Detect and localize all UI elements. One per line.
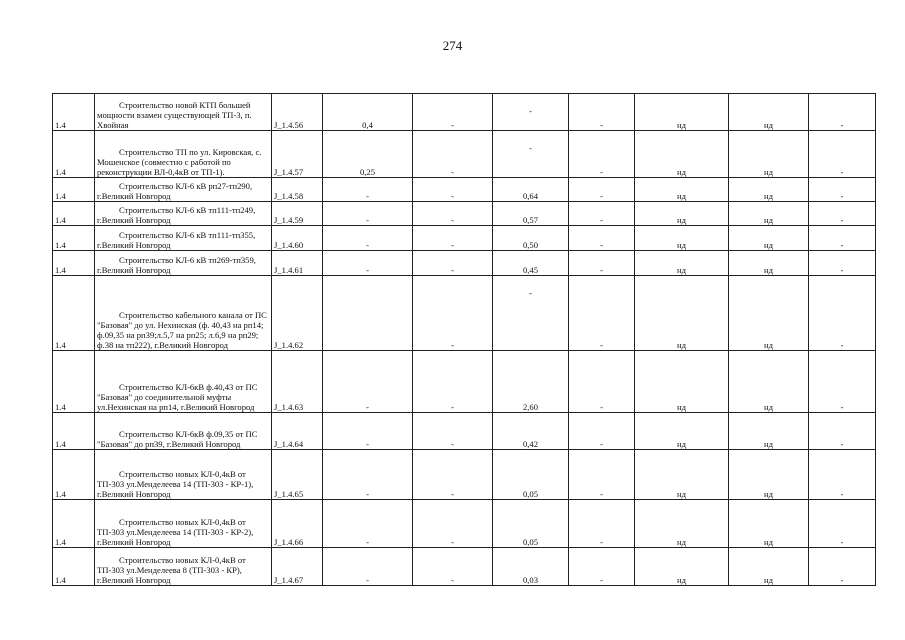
value-col-7: - bbox=[809, 500, 876, 548]
row-index: 1.4 bbox=[53, 351, 95, 413]
value-col-6: нд bbox=[729, 226, 809, 251]
table-body bbox=[53, 94, 876, 586]
value-col-7: - bbox=[809, 276, 876, 351]
value-col-2: - bbox=[413, 450, 493, 500]
row-name-text: Строительство новых КЛ-0,4кВ от ТП-303 ул.Менделеева 8 (ТП-303 - КР), г.Великий Новгород bbox=[97, 555, 246, 585]
value-col-7: - bbox=[809, 450, 876, 500]
value-col-2: - bbox=[413, 226, 493, 251]
value-col-4: - bbox=[569, 548, 635, 586]
row-index: 1.4 bbox=[53, 548, 95, 586]
value-col-4: - bbox=[569, 450, 635, 500]
value-col-3 bbox=[493, 94, 569, 131]
row-name-text: Строительство КЛ-6кВ ф.09,35 от ПС "Базовая" до рп39, г.Великий Новгород bbox=[97, 429, 258, 449]
value-col-3 bbox=[493, 226, 569, 251]
row-code: J_1.4.61 bbox=[272, 251, 323, 276]
value-col-5: нд bbox=[635, 450, 729, 500]
value-col-1: - bbox=[323, 500, 413, 548]
value-col-4: - bbox=[569, 500, 635, 548]
value-col-7: - bbox=[809, 226, 876, 251]
row-name bbox=[95, 131, 272, 178]
row-name bbox=[95, 226, 272, 251]
value-col-1: - bbox=[323, 202, 413, 226]
value-col-2: - bbox=[413, 500, 493, 548]
value-col-3-mid: - bbox=[529, 288, 532, 298]
value-col-3-text: 2,60 bbox=[522, 402, 539, 412]
row-name-text: Строительство КЛ-6 кВ тп111-тп355, г.Великий Новгород bbox=[97, 230, 256, 250]
value-col-1: - bbox=[323, 226, 413, 251]
value-col-6: нд bbox=[729, 131, 809, 178]
row-name-text: Строительство ТП по ул. Кировская, с. Мошенское (совместно с работой по реконструкции ВЛ-0,4кВ от ТП-1). bbox=[97, 147, 262, 177]
value-col-3 bbox=[493, 450, 569, 500]
value-col-1 bbox=[323, 276, 413, 351]
value-col-4: - bbox=[569, 413, 635, 450]
row-index: 1.4 bbox=[53, 450, 95, 500]
value-col-6: нд bbox=[729, 251, 809, 276]
row-name bbox=[95, 178, 272, 202]
value-col-4: - bbox=[569, 178, 635, 202]
table-row bbox=[53, 548, 876, 586]
value-col-5: нд bbox=[635, 94, 729, 131]
row-index: 1.4 bbox=[53, 202, 95, 226]
row-name bbox=[95, 500, 272, 548]
row-code: J_1.4.65 bbox=[272, 450, 323, 500]
table-row bbox=[53, 351, 876, 413]
value-col-5: нд bbox=[635, 178, 729, 202]
value-col-4: - bbox=[569, 251, 635, 276]
row-code: J_1.4.59 bbox=[272, 202, 323, 226]
row-index: 1.4 bbox=[53, 226, 95, 251]
row-name-text: Строительство КЛ-6 кВ тп269-тп359, г.Великий Новгород bbox=[97, 255, 256, 275]
value-col-6: нд bbox=[729, 351, 809, 413]
value-col-4: - bbox=[569, 276, 635, 351]
table-row bbox=[53, 178, 876, 202]
value-col-1: 0,25 bbox=[323, 131, 413, 178]
row-name-text: Строительство новых КЛ-0,4кВ от ТП-303 ул.Менделеева 14 (ТП-303 - КР-2), г.Великий Новгород bbox=[97, 517, 254, 547]
row-code: J_1.4.60 bbox=[272, 226, 323, 251]
value-col-5: нд bbox=[635, 500, 729, 548]
value-col-5: нд bbox=[635, 131, 729, 178]
value-col-3-mid: - bbox=[529, 106, 532, 116]
row-index: 1.4 bbox=[53, 94, 95, 131]
row-index: 1.4 bbox=[53, 413, 95, 450]
value-col-5: нд bbox=[635, 548, 729, 586]
value-col-6: нд bbox=[729, 500, 809, 548]
projects-table bbox=[52, 93, 876, 586]
value-col-7: - bbox=[809, 178, 876, 202]
table-row bbox=[53, 276, 876, 351]
table-row bbox=[53, 131, 876, 178]
value-col-7: - bbox=[809, 548, 876, 586]
row-name-text: Строительство новых КЛ-0,4кВ от ТП-303 ул.Менделеева 14 (ТП-303 - КР-1), г.Великий Новгород bbox=[97, 469, 254, 499]
page-number: 274 bbox=[442, 38, 463, 53]
value-col-5: нд bbox=[635, 351, 729, 413]
row-name bbox=[95, 413, 272, 450]
value-col-6: нд bbox=[729, 178, 809, 202]
row-name-text: Строительство КЛ-6 кВ рп27-тп290, г.Великий Новгород bbox=[97, 181, 253, 201]
value-col-6: нд bbox=[729, 94, 809, 131]
value-col-5: нд bbox=[635, 413, 729, 450]
row-index: 1.4 bbox=[53, 178, 95, 202]
value-col-3-text: 0,05 bbox=[522, 537, 539, 547]
value-col-3 bbox=[493, 500, 569, 548]
value-col-1: - bbox=[323, 548, 413, 586]
value-col-2: - bbox=[413, 548, 493, 586]
value-col-6: нд bbox=[729, 450, 809, 500]
table-row bbox=[53, 94, 876, 131]
value-col-3-text: 0,64 bbox=[522, 191, 539, 201]
value-col-2: - bbox=[413, 276, 493, 351]
value-col-3 bbox=[493, 131, 569, 178]
row-code: J_1.4.66 bbox=[272, 500, 323, 548]
row-name bbox=[95, 351, 272, 413]
row-name-text: Строительство новой КТП большей мощности взамен существующей ТП-3, п. Хвойная bbox=[97, 100, 252, 130]
value-col-5: нд bbox=[635, 202, 729, 226]
value-col-4: - bbox=[569, 226, 635, 251]
value-col-3 bbox=[493, 276, 569, 351]
value-col-7: - bbox=[809, 202, 876, 226]
value-col-2: - bbox=[413, 94, 493, 131]
row-name bbox=[95, 94, 272, 131]
row-code: J_1.4.56 bbox=[272, 94, 323, 131]
row-name bbox=[95, 251, 272, 276]
value-col-3 bbox=[493, 351, 569, 413]
value-col-3-text: 0,42 bbox=[522, 439, 539, 449]
value-col-2: - bbox=[413, 202, 493, 226]
value-col-4: - bbox=[569, 94, 635, 131]
row-name bbox=[95, 276, 272, 351]
table-row bbox=[53, 202, 876, 226]
value-col-5: нд bbox=[635, 276, 729, 351]
value-col-4: - bbox=[569, 131, 635, 178]
value-col-3 bbox=[493, 202, 569, 226]
value-col-4: - bbox=[569, 202, 635, 226]
value-col-6: нд bbox=[729, 548, 809, 586]
value-col-1: - bbox=[323, 413, 413, 450]
row-name bbox=[95, 202, 272, 226]
value-col-2: - bbox=[413, 251, 493, 276]
row-name-text: Строительство кабельного канала от ПС "Базовая" до ул. Нехинская (ф. 40,43 на рп14; ф.09,35 на рп39;л.5,7 на рп25; л.6,9 на рп29; ф.38 на тп222), г.Великий Новгород bbox=[97, 310, 267, 350]
value-col-7: - bbox=[809, 94, 876, 131]
value-col-7: - bbox=[809, 131, 876, 178]
row-code: J_1.4.63 bbox=[272, 351, 323, 413]
value-col-1: - bbox=[323, 251, 413, 276]
value-col-1: - bbox=[323, 178, 413, 202]
row-name-text: Строительство КЛ-6кВ ф.40,43 от ПС "Базовая" до соединительной муфты ул.Нехинская на рп14, г.Великий Новгород bbox=[97, 382, 258, 412]
value-col-2: - bbox=[413, 413, 493, 450]
value-col-2: - bbox=[413, 351, 493, 413]
row-name bbox=[95, 450, 272, 500]
row-index: 1.4 bbox=[53, 276, 95, 351]
value-col-4: - bbox=[569, 351, 635, 413]
value-col-3-text: 0,45 bbox=[522, 265, 539, 275]
table-row bbox=[53, 413, 876, 450]
value-col-5: нд bbox=[635, 251, 729, 276]
value-col-2: - bbox=[413, 178, 493, 202]
value-col-3 bbox=[493, 548, 569, 586]
value-col-6: нд bbox=[729, 413, 809, 450]
value-col-6: нд bbox=[729, 202, 809, 226]
value-col-7: - bbox=[809, 251, 876, 276]
row-code: J_1.4.67 bbox=[272, 548, 323, 586]
row-name bbox=[95, 548, 272, 586]
row-code: J_1.4.58 bbox=[272, 178, 323, 202]
value-col-5: нд bbox=[635, 226, 729, 251]
value-col-1: 0,4 bbox=[323, 94, 413, 131]
row-index: 1.4 bbox=[53, 500, 95, 548]
value-col-3-text: 0,03 bbox=[522, 575, 539, 585]
table-row bbox=[53, 251, 876, 276]
row-code: J_1.4.57 bbox=[272, 131, 323, 178]
value-col-3-text: 0,57 bbox=[522, 215, 539, 225]
value-col-6: нд bbox=[729, 276, 809, 351]
value-col-7: - bbox=[809, 351, 876, 413]
value-col-3 bbox=[493, 251, 569, 276]
row-code: J_1.4.62 bbox=[272, 276, 323, 351]
value-col-1: - bbox=[323, 450, 413, 500]
value-col-7: - bbox=[809, 413, 876, 450]
value-col-3-mid: - bbox=[529, 143, 532, 153]
value-col-3-text: 0,50 bbox=[522, 240, 539, 250]
table-row bbox=[53, 500, 876, 548]
row-name-text: Строительство КЛ-6 кВ тп111-тп249, г.Великий Новгород bbox=[97, 205, 256, 225]
value-col-2: - bbox=[413, 131, 493, 178]
row-index: 1.4 bbox=[53, 131, 95, 178]
value-col-3-text: 0,05 bbox=[522, 489, 539, 499]
row-index: 1.4 bbox=[53, 251, 95, 276]
value-col-3 bbox=[493, 178, 569, 202]
table-row bbox=[53, 450, 876, 500]
row-code: J_1.4.64 bbox=[272, 413, 323, 450]
value-col-3 bbox=[493, 413, 569, 450]
value-col-1: - bbox=[323, 351, 413, 413]
table-row bbox=[53, 226, 876, 251]
